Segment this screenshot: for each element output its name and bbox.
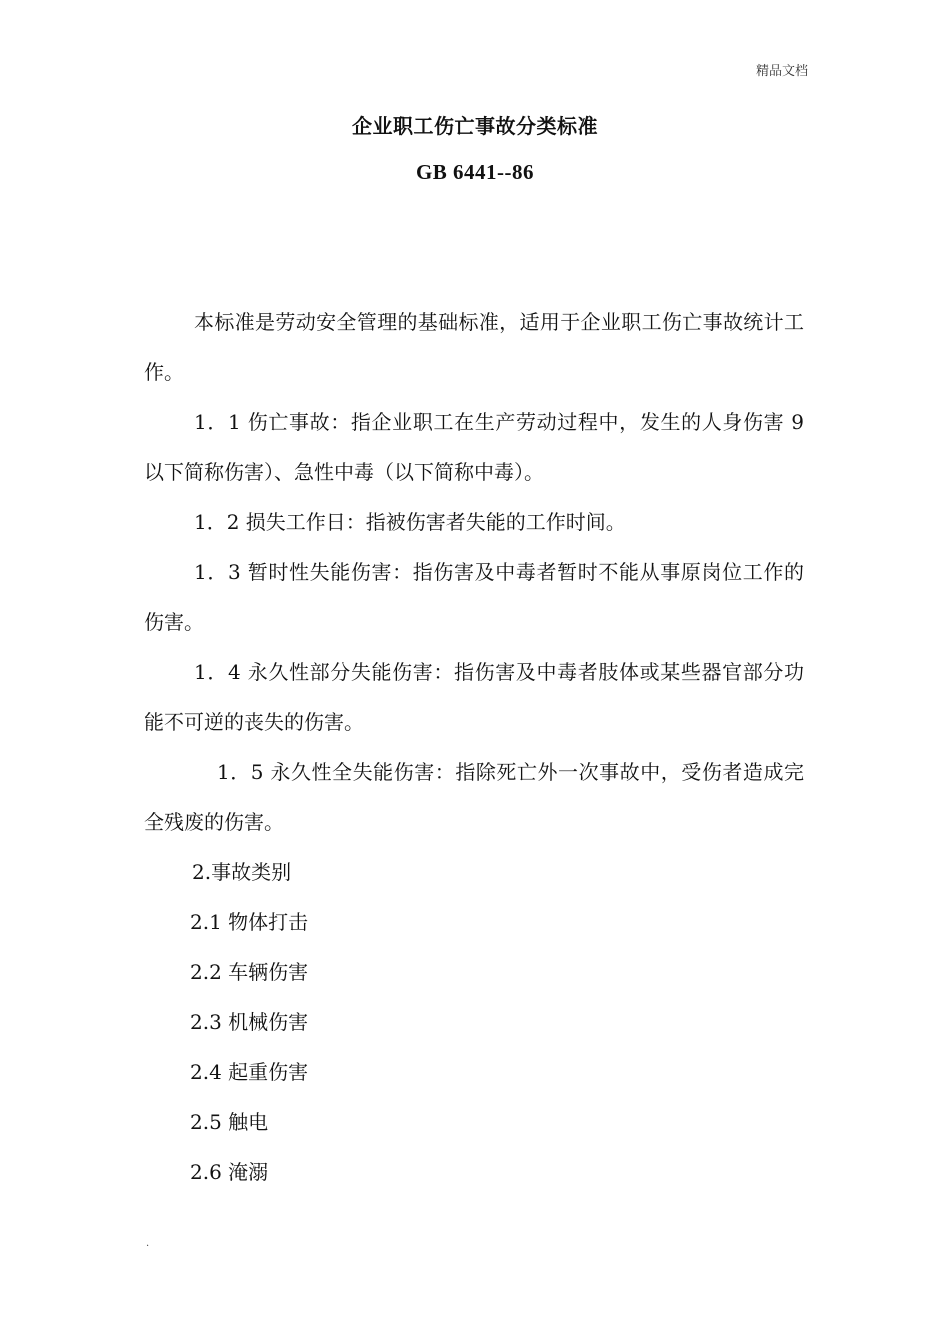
category-item: 2.5 触电 — [190, 1110, 269, 1134]
category-item: 2.1 物体打击 — [190, 910, 309, 934]
intro-paragraph: 本标准是劳动安全管理的基础标准，适用于企业职工伤亡事故统计工作。 — [144, 310, 804, 384]
document-body — [144, 297, 804, 1197]
category-item: 2.6 淹溺 — [190, 1160, 269, 1184]
definition-1-2: 1．2 损失工作日：指被伤害者失能的工作时间。 — [194, 510, 626, 534]
header-label: 精品文档 — [755, 64, 808, 79]
definition-1-3: 1．3 暂时性失能伤害：指伤害及中毒者暂时不能从事原岗位工作的伤害。 — [144, 560, 804, 634]
definition-1-1: 1．1 伤亡事故：指企业职工在生产劳动过程中，发生的人身伤害 9 以下简称伤害）、急性中毒（以下简称中毒）。 — [144, 410, 804, 484]
definition-1-5: 1．5 永久性全失能伤害：指除死亡外一次事故中，受伤者造成完全残废的伤害。 — [144, 760, 804, 834]
definition-1-4: 1．4 永久性部分失能伤害：指伤害及中毒者肢体或某些器官部分功能不可逆的丧失的伤害。 — [144, 660, 804, 734]
section-2-title: 2.事故类别 — [192, 860, 292, 884]
standard-code: GB 6441--86 — [415, 160, 535, 184]
document-title: 企业职工伤亡事故分类标准 — [352, 114, 598, 138]
footer-mark: . — [146, 1238, 150, 1249]
category-item: 2.4 起重伤害 — [190, 1060, 309, 1084]
category-item: 2.2 车辆伤害 — [190, 960, 309, 984]
category-item: 2.3 机械伤害 — [190, 1010, 309, 1034]
